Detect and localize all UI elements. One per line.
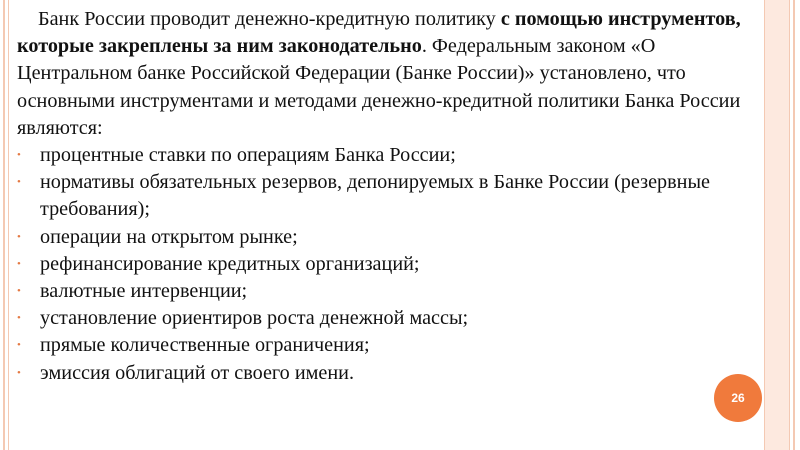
list-item-text: нормативы обязательных резервов, депонируемых в Банке России (резервные требования); [40,171,710,221]
list-item [17,278,762,305]
list-item [17,251,762,278]
bullet-icon: • [17,366,21,379]
slide-body [17,6,762,387]
right-border-line-inner [789,0,790,450]
list-item-text: эмиссия облигаций от своего имени. [40,361,355,384]
list-item [17,360,762,387]
bullet-icon: • [17,176,21,189]
intro-lead-text: Банк России проводит денежно-кредитную политику [38,8,501,30]
bullet-icon: • [17,312,21,325]
intro-paragraph [17,6,762,142]
left-border-line [3,0,5,450]
bullet-icon: • [17,285,21,298]
left-border-line-inner [8,0,9,450]
list-item-text: прямые количественные ограничения; [40,334,370,357]
bullet-icon: • [17,149,21,162]
list-item [17,169,762,223]
list-item [17,305,762,332]
right-decor-panel [764,0,789,450]
list-item [17,142,762,169]
bullet-icon: • [17,257,21,270]
list-item [17,224,762,251]
list-item-text: операции на открытом рынке; [40,225,298,248]
list-item-text: валютные интервенции; [40,280,248,303]
right-border-line [793,0,795,450]
intro-bold-text: с помощью инструментов, которые закреплены за ним законодательно [17,8,741,58]
list-item-text: рефинансирование кредитных организаций; [40,252,420,275]
intro-tail-text: . Федеральным законом «О Центральном банке Российской Федерации (Банке России)» установлено, что основными инструментами и методами денежно-кредитной политики Банка России являются: [17,35,741,139]
list-item [17,332,762,359]
bullet-icon: • [17,230,21,243]
list-item-text: процентные ставки по операциям Банка России; [40,144,456,167]
page-number-badge: 26 [714,374,762,422]
instruments-list [17,142,762,387]
list-item-text: установление ориентиров роста денежной массы; [40,307,469,330]
bullet-icon: • [17,339,21,352]
